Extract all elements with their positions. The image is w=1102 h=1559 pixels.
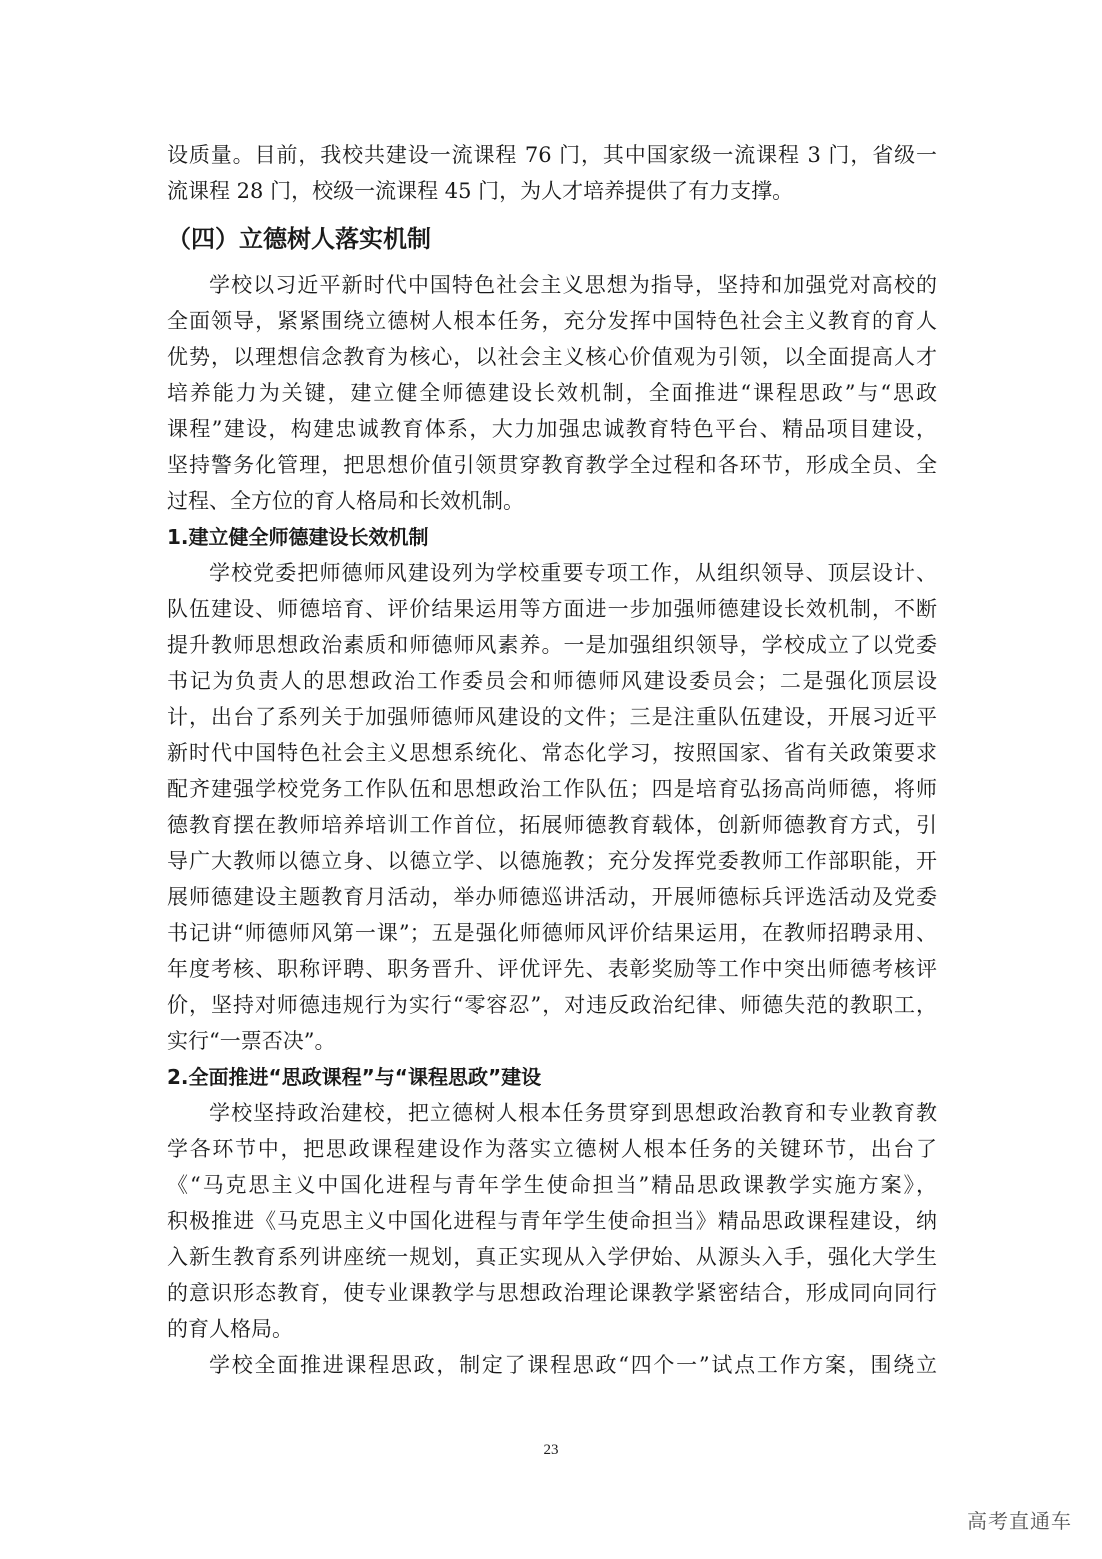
text-line: 提升教师思想政治素质和师德师风素养。一是加强组织领导，学校成立了以党委 — [167, 633, 937, 657]
text-line: 德教育摆在教师培养培训工作首位，拓展师德教育载体，创新师德教育方式，引 — [167, 813, 937, 837]
text-line: 积极推进《马克思主义中国化进程与青年学生使命担当》精品思政课程建设，纳 — [167, 1209, 937, 1233]
text-line: 价，坚持对师德违规行为实行“零容忍”，对违反政治纪律、师德失范的教职工， — [167, 993, 937, 1017]
text-line: 书记讲“师德师风第一课”；五是强化师德师风评价结果运用，在教师招聘录用、 — [167, 921, 937, 945]
text-line: 的意识形态教育，使专业课教学与思想政治理论课教学紧密结合，形成同向同行 — [167, 1281, 937, 1305]
document-body — [167, 137, 937, 1383]
text-line: 入新生教育系列讲座统一规划，真正实现从入学伊始、从源头入手，强化大学生 — [167, 1245, 937, 1269]
text-line: 《“马克思主义中国化进程与青年学生使命担当”精品思政课教学实施方案》， — [167, 1173, 937, 1197]
text-line: 的育人格局。 — [167, 1317, 293, 1341]
text-line: 书记为负责人的思想政治工作委员会和师德师风建设委员会；二是强化顶层设 — [167, 669, 937, 693]
paragraph — [167, 267, 937, 519]
text-line: 新时代中国特色社会主义思想系统化、常态化学习，按照国家、省有关政策要求 — [167, 741, 937, 765]
sub-heading: 1.建立健全师德建设长效机制 — [167, 525, 429, 549]
text-line: 学校坚持政治建校，把立德树人根本任务贯穿到思想政治教育和专业教育教 — [209, 1101, 937, 1125]
text-line: 全面领导，紧紧围绕立德树人根本任务，充分发挥中国特色社会主义教育的育人 — [167, 309, 937, 333]
text-line: 学校党委把师德师风建设列为学校重要专项工作，从组织领导、顶层设计、 — [209, 561, 937, 585]
paragraph — [167, 1095, 937, 1347]
sub-heading: 2.全面推进“思政课程”与“课程思政”建设 — [167, 1065, 542, 1089]
paragraph — [167, 555, 937, 1059]
paragraph — [167, 1347, 937, 1383]
text-line: 学校全面推进课程思政，制定了课程思政“四个一”试点工作方案，围绕立 — [209, 1353, 937, 1377]
page-number: 23 — [543, 1442, 559, 1458]
text-line: 导广大教师以德立身、以德立学、以德施教；充分发挥党委教师工作部职能，开 — [167, 849, 937, 873]
text-line: 计，出台了系列关于加强师德师风建设的文件；三是注重队伍建设，开展习近平 — [167, 705, 937, 729]
text-line: 学各环节中，把思政课程建设作为落实立德树人根本任务的关键环节，出台了 — [167, 1137, 937, 1161]
text-line: 队伍建设、师德培育、评价结果运用等方面进一步加强师德建设长效机制，不断 — [167, 597, 937, 621]
text-line: 设质量。目前，我校共建设一流课程 76 门，其中国家级一流课程 3 门，省级一 — [167, 143, 937, 167]
text-line: 展师德建设主题教育月活动，举办师德巡讲活动，开展师德标兵评选活动及党委 — [167, 885, 937, 909]
text-line: 实行“一票否决”。 — [167, 1029, 336, 1053]
section-heading: （四）立德树人落实机制 — [167, 225, 431, 253]
paragraph — [167, 137, 937, 209]
watermark: 高考直通车 — [967, 1509, 1072, 1533]
text-line: 学校以习近平新时代中国特色社会主义思想为指导，坚持和加强党对高校的 — [209, 273, 937, 297]
text-line: 优势，以理想信念教育为核心，以社会主义核心价值观为引领，以全面提高人才 — [167, 345, 937, 369]
text-line: 年度考核、职称评聘、职务晋升、评优评先、表彰奖励等工作中突出师德考核评 — [167, 957, 937, 981]
text-line: 配齐建强学校党务工作队伍和思想政治工作队伍；四是培育弘扬高尚师德，将师 — [167, 777, 937, 801]
text-line: 课程”建设，构建忠诚教育体系，大力加强忠诚教育特色平台、精品项目建设， — [167, 417, 937, 441]
text-line: 坚持警务化管理，把思想价值引领贯穿教育教学全过程和各环节，形成全员、全 — [167, 453, 937, 477]
text-line: 过程、全方位的育人格局和长效机制。 — [167, 489, 524, 513]
text-line: 培养能力为关键，建立健全师德建设长效机制，全面推进“课程思政”与“思政 — [167, 381, 937, 405]
text-line: 流课程 28 门，校级一流课程 45 门，为人才培养提供了有力支撑。 — [167, 179, 794, 203]
